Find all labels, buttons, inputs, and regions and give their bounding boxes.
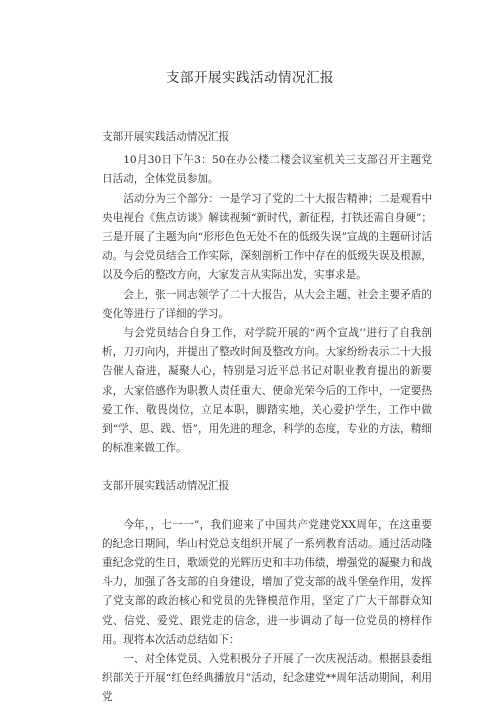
section-1-paragraph: 10月30日下午3：50在办公楼二楼会议室机关三支部召开主题党日活动，全体党员参加。 [102,154,432,186]
section-1-paragraph: 与会党员结合自身工作，对学院开展的“两个宣战’’进行了自我剖析，刀刃向内，并提出了整改时间及整改方向。大家纷纷表示二十大报告催人奋进，凝聚人心，特别是习近平总书记对职业教育提出的新要求，大家倍感作为职教人责任重大、使命光荣今后的工作中，一定要热爱工作、敬畏岗位，立足本职，脚踏实地，关心爱护学生，工作中做到“学、思、践、悟”，用先进的理念，科学的态度，专业的方法，精细的标准来做工作。 [102,327,432,455]
section-1-paragraph: 会上，张一同志领学了二十大报告，从大会主题、社会主要矛盾的变化等进行了详细的学习。 [102,288,432,320]
section-2-paragraph: 今年，，七一一”，我们迎来了中国共产党建党XX周年，在这重要的纪念日期间，华山村党总支组织开展了一系列教育活动。通过活动隆重纪念党的生日，歌颂党的光辉历史和丰功伟绩，增强党的凝聚力和战斗力，加强了各支部的自身建设，增加了党支部的战斗堡垒作用，发挥了党支部的政治核心和党员的先锋模范作用，坚定了广大干部群众知党、信党、爱党、跟党走的信念，进一步调动了每一位党员的榜样作用。现将本次活动总结如下： [102,518,432,646]
section-1-paragraph: 活动分为三个部分：一是学习了党的二十大报告精神；二是观看中央电视台《焦点访谈》解读视频“新时代，新征程，打铁还需自身硬”；三是开展了主题为向“形形色色无处不在的低级失误”宣战的主题研讨活动。与会党员结合工作实际，深刻剖析工作中存在的低级失误及根源，以及今后的整改方向，大家发言从实际出发，实事求是。 [102,192,432,282]
document-title: 支部开展实践活动情况汇报 [166,70,334,86]
section-2-heading: 支部开展实践活动情况汇报 [102,480,230,493]
document-body [102,128,432,708]
section-1-heading: 支部开展实践活动情况汇报 [102,131,230,143]
section-2-paragraph: 一、对全体党员、入党积极分子开展了一次庆祝活动。根据县委组织部关于开展“红色经典播放月”活动，纪念建党**周年活动期间，利用党 [102,653,432,704]
